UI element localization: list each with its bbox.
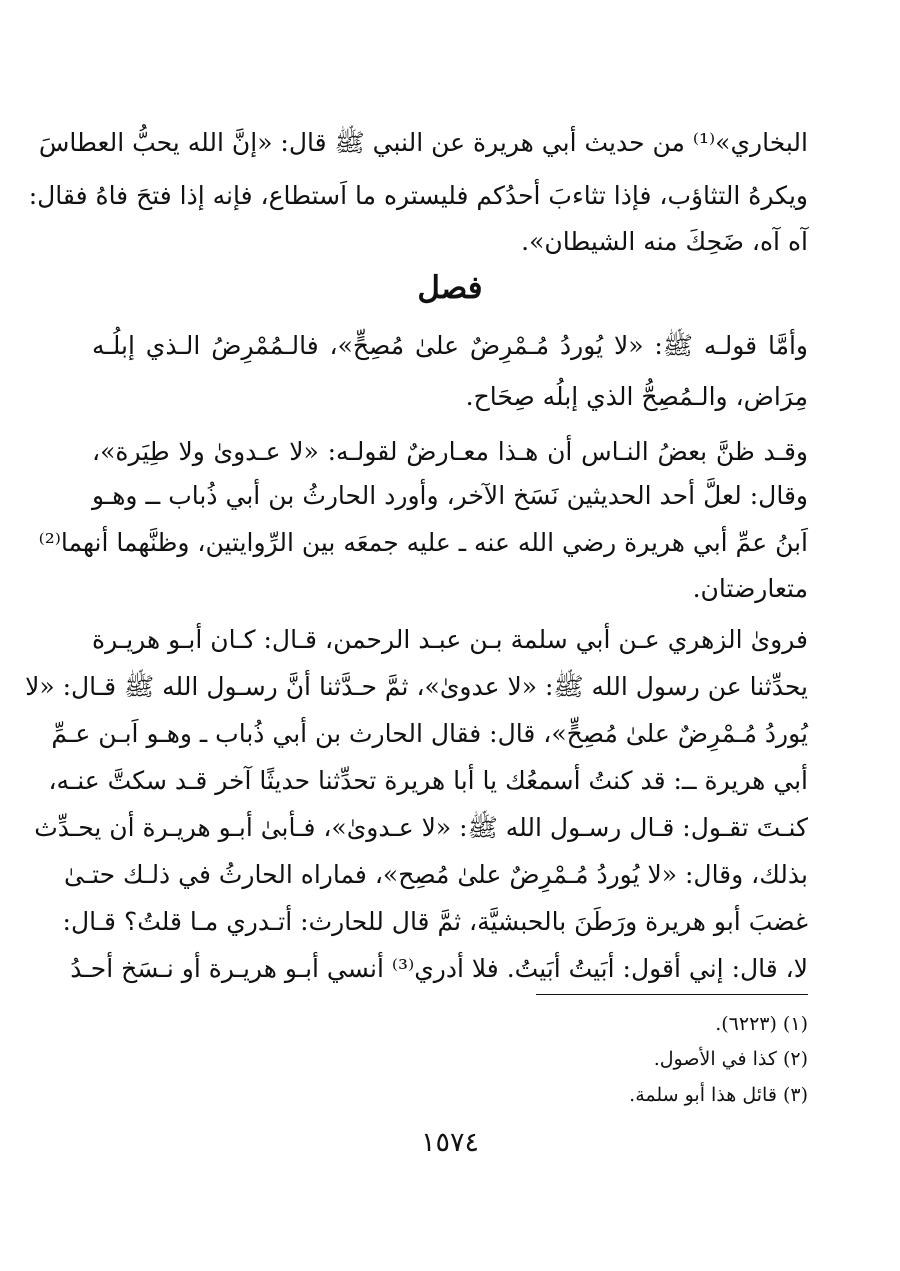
text-line: يُوردُ مُـمْرِضٌ علىٰ مُصِحٍّ»، قال: فقال الحارث بن أبي ذُباب ـ وهـو اَبـن عـمِّ bbox=[51, 719, 808, 748]
text-line: البخاري»⁽¹⁾ من حديث أبي هريرة عن النبي ﷺ قال: «إنَّ الله يحبُّ العطاسَ bbox=[38, 128, 808, 157]
text-line: وأمَّا قولـه ﷺ: «لا يُوردُ مُـمْرِضٌ علىٰ مُصِحٍّ»، فالـمُمْرِضُ الـذي إبلُـه bbox=[92, 331, 808, 360]
text-line: فروىٰ الزهري عـن أبي سلمة بـن عبـد الرحمن، قـال: كـان أبـو هريـرة bbox=[92, 625, 808, 654]
page-number: ١٥٧٤ bbox=[420, 1127, 479, 1158]
text-line: لا، قال: إني أقول: أبَيتُ أبَيتُ. فلا أدري⁽³⁾ أنسي أبـو هريـرة أو نـسَخ أحـدُ bbox=[70, 954, 808, 983]
text-line: غضبَ أبو هريرة ورَطَنَ بالحبشيَّة، ثمَّ قال للحارث: أتـدري مـا قلتُ؟ قـال: bbox=[62, 907, 808, 936]
text-line: يحدِّثنا عن رسول الله ﷺ: «لا عدوىٰ»، ثمَّ حـدَّثنا أنَّ رسـول الله ﷺ قـال: «لا bbox=[25, 672, 808, 701]
text-line: كنـتَ تقـول: قـال رسـول الله ﷺ: «لا عـدوىٰ»، فـأبىٰ أبـو هريـرة أن يحـدِّث bbox=[34, 813, 808, 842]
text-line: مِرَاض، والـمُصِحُّ الذي إبلُه صِحَاح. bbox=[465, 382, 808, 411]
text-line: اَبنُ عمِّ أبي هريرة رضي الله عنه ـ عليه جمعَه بين الرِّوايتين، وظنَّهما أنهما⁽²⁾ bbox=[38, 528, 808, 557]
footnote: (١) (٦٢٢٣). bbox=[715, 1013, 808, 1035]
footnote-divider bbox=[536, 994, 808, 995]
text-line: أبي هريرة ــ: قد كنتُ أسمعُك يا أبا هريرة تحدِّثنا حديثًا آخر قـد سكتَّ عنـه، bbox=[48, 766, 808, 795]
footnote: (٣) قائل هذا أبو سلمة. bbox=[629, 1084, 808, 1106]
text-line: بذلك، وقال: «لا يُوردُ مُـمْرِضٌ علىٰ مُصِح»، فماراه الحارثُ في ذلـك حتـىٰ bbox=[63, 860, 808, 889]
text-line: وقـد ظنَّ بعضُ النـاس أن هـذا معـارضٌ لقولـه: «لا عـدوىٰ ولا طِيَرة»، bbox=[92, 437, 808, 466]
text-line: وقال: لعلَّ أحد الحديثين نَسَخ الآخر، وأورد الحارثُ بن أبي ذُباب ــ وهـو bbox=[92, 481, 808, 510]
section-title: فصل bbox=[417, 270, 483, 306]
footnote: (٢) كذا في الأصول. bbox=[653, 1048, 808, 1070]
text-line: آه آه، ضَحِكَ منه الشيطان». bbox=[521, 227, 808, 256]
text-line: متعارضتان. bbox=[692, 574, 808, 603]
text-line: ويكرهُ التثاؤب، فإذا تثاءبَ أحدُكم فليستره ما اَستطاع، فإنه إذا فتحَ فاهُ فقال: bbox=[28, 181, 808, 210]
